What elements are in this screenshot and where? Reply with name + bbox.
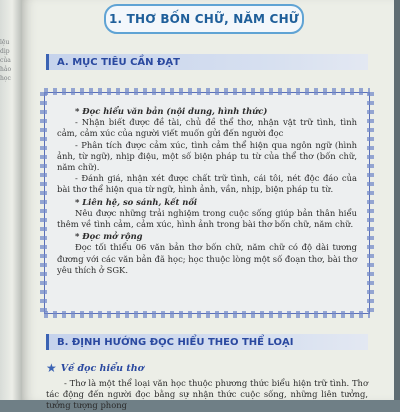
section-a-title: A. MỤC TIÊU CẦN ĐẠT [57,56,180,68]
objectives-box [44,92,370,314]
reading-subheading [46,362,144,374]
section-b-title: B. ĐỊNH HƯỚNG ĐỌC HIỂU THEO THỂ LOẠI [57,336,294,348]
section-a-header [46,54,368,70]
body-paragraph: - Thơ là một thể loại văn học thuộc phương thức biểu hiện trữ tình. Thơ tác động đến người đọc bằng sự nhận thức cuộc sống, những liên tưởng, tưởng tượng phong [46,378,368,411]
box-border-decoration [44,88,370,95]
objectives-content [57,105,357,305]
margin-line: học [0,75,11,82]
reading-subheading-text: Về đọc hiểu thơ [60,362,144,374]
adjacent-page-text [0,38,20,83]
objective-subheading: * Đọc hiểu văn bản (nội dung, hình thức) [75,106,268,116]
chapter-banner [104,4,304,34]
objective-subheading: * Liên hệ, so sánh, kết nối [75,196,198,207]
book-page [22,0,394,411]
box-border-decoration [40,92,47,314]
page-edge-shadow [394,0,400,400]
margin-line: của [0,57,11,64]
objective-item: - Đánh giá, nhận xét được chất trữ tình, cái tôi, nét độc đáo của bài thơ thể hiện qua từ ngữ, hình ảnh, vần, nhịp, biện pháp tu từ. [57,173,357,195]
margin-line: dịp [0,48,10,55]
section-b-header [46,334,368,350]
objective-item: - Nhận biết được đề tài, chủ đề thể thơ, nhận vật trữ tình, tình cảm, cảm xúc của người viết muốn gửi đến người đọc [57,117,357,139]
objective-item: Nêu được những trải nghiệm trong cuộc sống giúp bản thân hiểu thêm về tình cảm, cảm xúc, hình ảnh trong bài thơ bốn chữ, năm chữ. [57,207,357,230]
chapter-title: 1. THƠ BỐN CHỮ, NĂM CHỮ [108,12,300,26]
objective-item: Đọc tối thiểu 06 văn bản thơ bốn chữ, năm chữ có độ dài tương đương với các văn bản đã học; học thuộc lòng một số đoạn thơ, bài thơ yêu thích ở SGK. [57,242,357,275]
box-border-decoration [367,92,374,314]
objective-item: - Phân tích được cảm xúc, tình cảm thể hiện qua ngôn ngữ (hình ảnh, từ ngữ), nhịp điệu, một số biện pháp tu từ của thể thơ (bốn chữ, năm chữ). [57,139,357,173]
section-b-body [46,378,368,412]
margin-line: hảo [0,66,12,73]
box-border-decoration [44,311,370,318]
star-icon: ★ [46,361,57,375]
objective-subheading: * Đọc mở rộng [75,231,143,242]
margin-line: lệu [0,39,10,46]
